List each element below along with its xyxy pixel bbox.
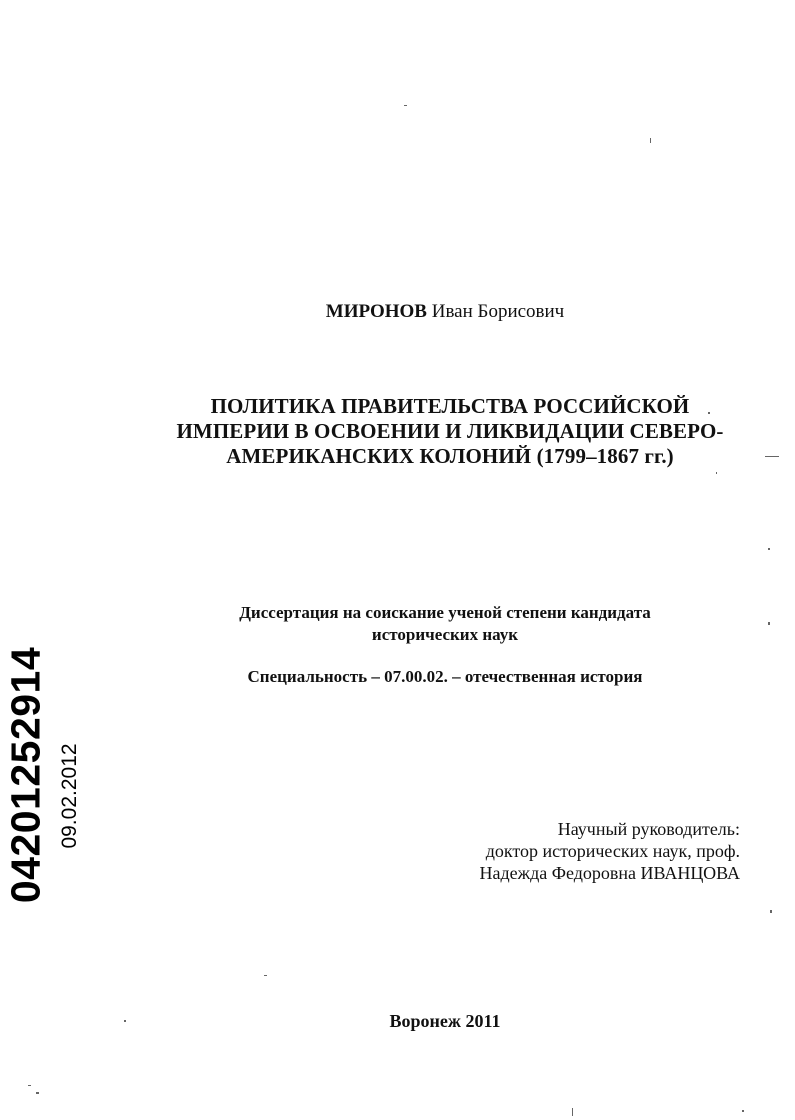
degree-line: Диссертация на соискание ученой степени кандидата [239,603,651,622]
author-given-names: Иван Борисович [431,301,565,322]
scan-speck [742,1110,744,1112]
scan-speck [124,1020,126,1022]
scan-speck [770,910,772,913]
scan-speck [716,472,717,474]
scan-speck [708,412,710,414]
supervisor-line: доктор исторических наук, проф. [485,841,740,861]
scientific-supervisor [380,818,740,884]
supervisor-line: Научный руководитель: [557,819,740,839]
scan-speck [768,548,770,550]
supervisor-line: Надежда Федоровна ИВАНЦОВА [479,863,740,883]
degree-statement [200,602,690,646]
title-line: ИМПЕРИИ В ОСВОЕНИИ И ЛИКВИДАЦИИ СЕВЕРО- [176,419,724,443]
city-and-year: Воронеж 2011 [389,1011,501,1031]
title-line: АМЕРИКАНСКИХ КОЛОНИЙ (1799–1867 гг.) [226,444,674,468]
scan-speck [572,1108,573,1116]
scan-speck [650,138,651,143]
scan-speck [28,1085,31,1086]
stamp-date: 09.02.2012 [58,743,81,849]
author-name [0,300,795,324]
degree-line: исторических наук [371,625,519,644]
scan-speck [768,622,770,625]
dissertation-title [120,394,780,469]
scan-speck [404,105,407,106]
specialty-line: Специальность – 07.00.02. – отечественная история [247,667,643,686]
stamp-number: 04201252914 [2,646,49,904]
scan-speck [765,456,779,457]
title-line: ПОЛИТИКА ПРАВИТЕЛЬСТВА РОССИЙСКОЙ [210,394,690,418]
scan-speck [264,975,267,976]
author-surname: МИРОНОВ [325,301,427,322]
scan-speck [36,1092,39,1094]
